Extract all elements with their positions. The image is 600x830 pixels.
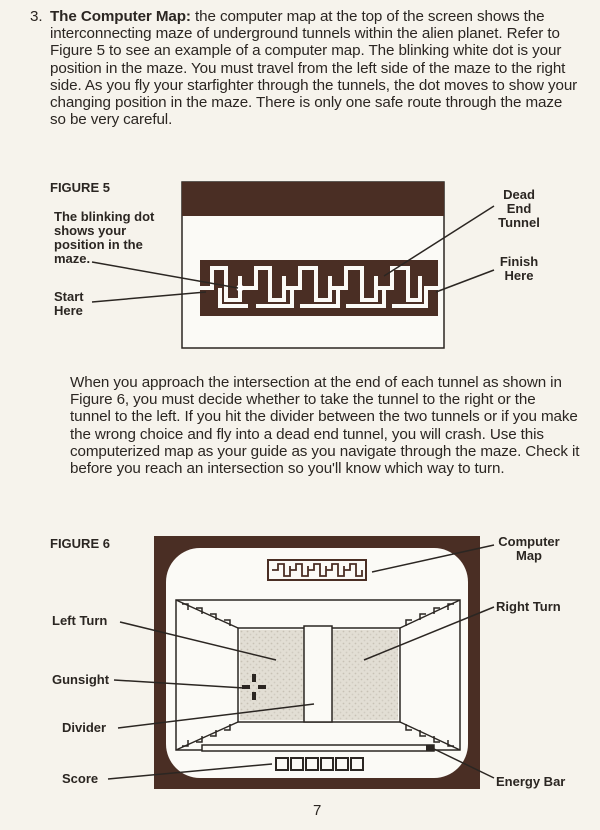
figure6-right-tunnel [332, 630, 398, 720]
figure6-label-energy-bar: Energy Bar [496, 774, 566, 789]
figure6-label-divider: Divider [62, 720, 107, 735]
figure6-label-score: Score [62, 771, 99, 786]
figure5-title: FIGURE 5 [50, 180, 110, 195]
figure5-label-dead-end: Dead End Tunnel [498, 187, 540, 230]
figure6-label-left-turn: Left Turn [52, 613, 108, 628]
figure6-energy-bar [202, 745, 434, 751]
section-body: the computer map at the top of the screen shows the interconnecting maze of underground tunnels within the alien planet. Refer to Figure 5 to see an example of a computer map. The blinking white dot is your position in the maze. You must travel from the left side of the maze to the right side. As you fly your starfighter through the tunnels, the dot moves to show your changing position in the maze. There is only one safe route through the maze so be very careful. [50, 8, 578, 129]
section-number: 3. [30, 8, 43, 25]
section-heading: The Computer Map: [50, 8, 191, 25]
figure6-label-computer-map: Computer Map [498, 534, 560, 563]
figure6-divider [304, 626, 332, 722]
figure6-title: FIGURE 6 [50, 536, 110, 551]
intersection-paragraph: When you approach the intersection at the end of each tunnel as shown in Figure 6, you must decide whether to take the tunnel to the right or the tunnel to the left. If you hit the divider between the two tunnels or if you make the wrong choice and fly into a dead end tunnel, you will crash. Use this computerized map as your guide as you navigate through the maze. Check it before you reach an intersection so you'll know which way to turn. [70, 374, 580, 478]
figure6-label-right-turn: Right Turn [496, 599, 561, 614]
figure6-label-gunsight: Gunsight [52, 672, 110, 687]
page-number: 7 [313, 802, 322, 819]
figure5-label-finish: Finish Here [499, 254, 539, 283]
figure5-label-start: Start Here [54, 289, 84, 318]
figure5-label-dot: The blinking dot shows your position in the maze. [54, 209, 155, 266]
figure6-computer-map [268, 560, 366, 580]
